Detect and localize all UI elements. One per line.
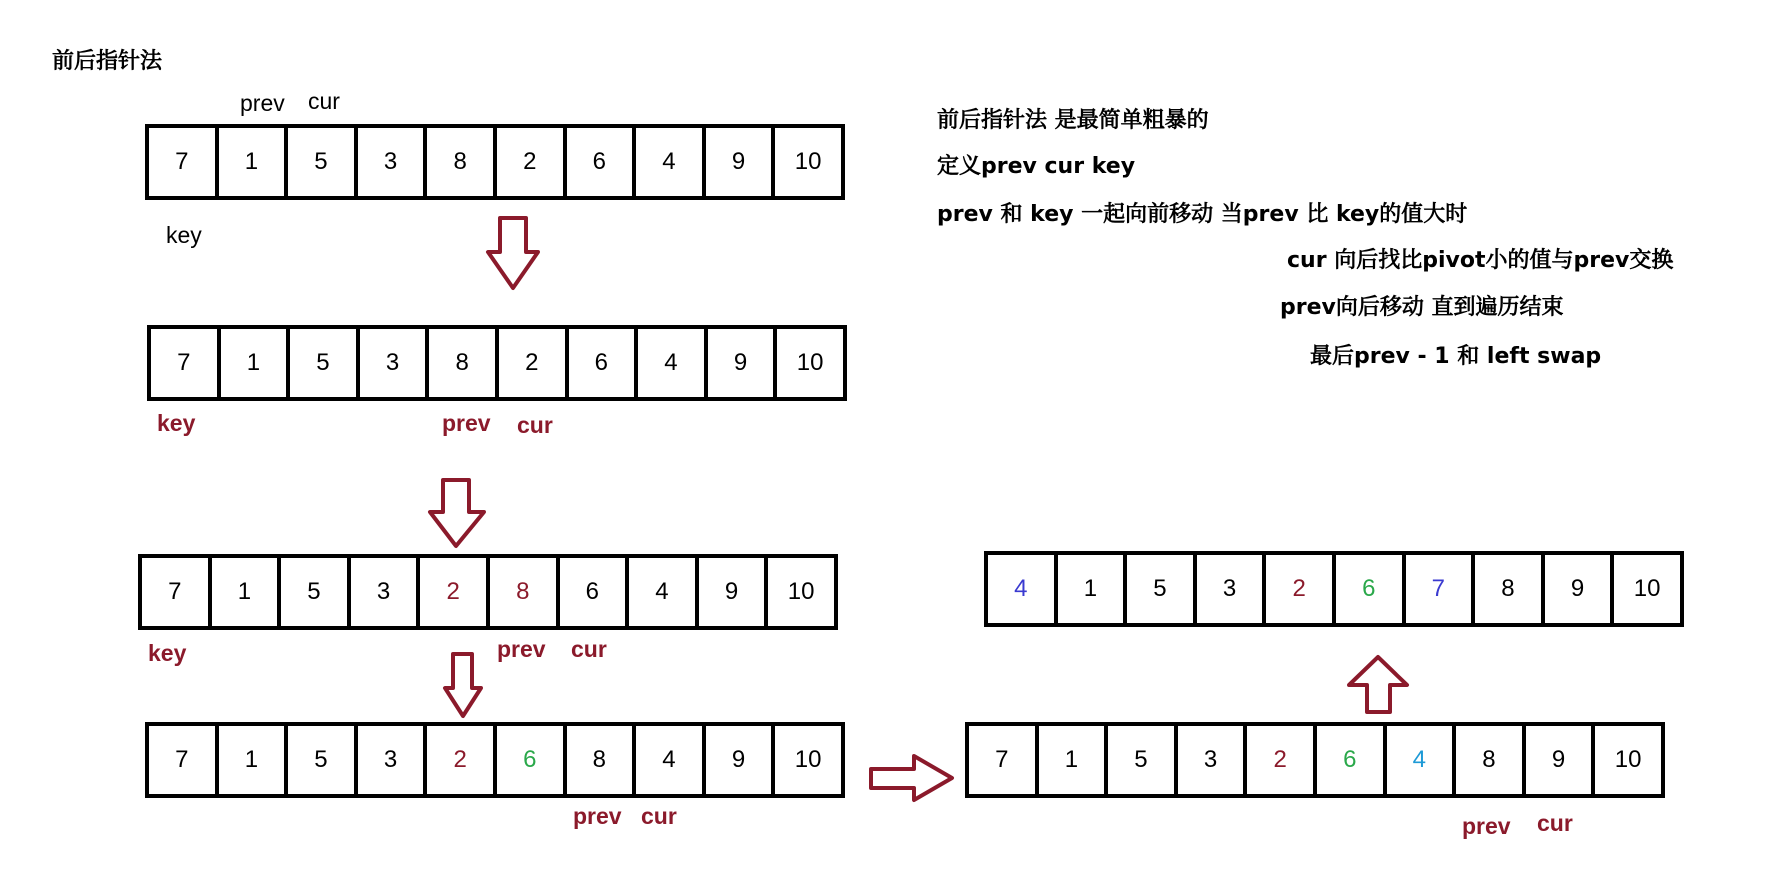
array-cell: 6 xyxy=(493,726,563,794)
array-cell: 8 xyxy=(423,128,493,196)
key-label: key xyxy=(157,410,196,436)
array-cell: 2 xyxy=(1243,726,1313,794)
array-cell: 4 xyxy=(634,329,704,397)
down-arrow-icon xyxy=(488,218,538,288)
note-line-6: 最后prev - 1 和 left swap xyxy=(1310,344,1602,369)
array-cell: 9 xyxy=(704,329,774,397)
array-cell: 6 xyxy=(1313,726,1383,794)
prev-label: prev xyxy=(240,90,285,116)
array-cell: 6 xyxy=(556,558,626,626)
array-cell: 9 xyxy=(702,128,772,196)
array-cell: 5 xyxy=(284,128,354,196)
array-cell: 8 xyxy=(1471,555,1541,623)
prev-label: prev xyxy=(442,410,491,436)
array-cell: 5 xyxy=(1104,726,1174,794)
array-cell: 9 xyxy=(1522,726,1592,794)
note-line-2: 定义prev cur key xyxy=(937,154,1136,179)
array-cell: 8 xyxy=(486,558,556,626)
array-cell: 10 xyxy=(764,558,834,626)
array-cell: 10 xyxy=(771,128,841,196)
note-line-1: 前后指针法 是最简单粗暴的 xyxy=(937,108,1209,133)
cur-label: cur xyxy=(308,88,340,114)
array-cell: 1 xyxy=(1035,726,1105,794)
array-cell: 3 xyxy=(356,329,426,397)
cur-label: cur xyxy=(1537,810,1573,836)
array-cell: 5 xyxy=(286,329,356,397)
array-cell: 2 xyxy=(423,726,493,794)
array-cell: 10 xyxy=(773,329,843,397)
array-cell: 4 xyxy=(632,128,702,196)
array-cell: 2 xyxy=(1262,555,1332,623)
array-cell: 8 xyxy=(1452,726,1522,794)
array-cell: 6 xyxy=(1332,555,1402,623)
array-cell: 2 xyxy=(416,558,486,626)
note-line-5: prev向后移动 直到遍历结束 xyxy=(1280,295,1564,320)
prev-label: prev xyxy=(497,636,546,662)
page-title: 前后指针法 xyxy=(52,49,163,74)
right-arrow-icon xyxy=(871,756,952,800)
array-cell: 1 xyxy=(215,128,285,196)
cur-label: cur xyxy=(641,803,677,829)
array-cell: 7 xyxy=(175,746,189,773)
prev-label: prev xyxy=(573,803,622,829)
array-cell: 7 xyxy=(168,578,182,605)
down-arrow-icon xyxy=(445,654,481,716)
array-cell: 10 xyxy=(771,726,841,794)
array-cell: 6 xyxy=(565,329,635,397)
key-label: key xyxy=(166,222,202,248)
array-cell: 6 xyxy=(563,128,633,196)
array-cell: 3 xyxy=(354,128,424,196)
note-line-3: prev 和 key 一起向前移动 当prev 比 key的值大时 xyxy=(937,202,1468,227)
array-cell: 3 xyxy=(354,726,424,794)
array-cell: 5 xyxy=(277,558,347,626)
array-cell: 7 xyxy=(177,349,191,376)
array-cell: 5 xyxy=(284,726,354,794)
down-arrow-icon xyxy=(430,480,484,546)
array-cell: 4 xyxy=(1014,575,1028,602)
array-cell: 3 xyxy=(1193,555,1263,623)
array-cell: 5 xyxy=(1123,555,1193,623)
array-cell: 4 xyxy=(1383,726,1453,794)
array-cell: 3 xyxy=(1174,726,1244,794)
array-cell: 8 xyxy=(425,329,495,397)
note-line-4: cur 向后找比pivot小的值与prev交换 xyxy=(1287,248,1674,273)
up-arrow-icon xyxy=(1349,657,1407,712)
array-cell: 9 xyxy=(702,726,772,794)
array-cell: 1 xyxy=(208,558,278,626)
array-cell: 8 xyxy=(563,726,633,794)
array-cell: 7 xyxy=(175,148,189,175)
array-cell: 7 xyxy=(1402,555,1472,623)
array-cell: 3 xyxy=(347,558,417,626)
array-cell: 9 xyxy=(695,558,765,626)
key-label: key xyxy=(148,640,187,666)
array-cell: 10 xyxy=(1591,726,1661,794)
array-cell: 9 xyxy=(1541,555,1611,623)
array-cell: 10 xyxy=(1610,555,1680,623)
cur-label: cur xyxy=(571,636,607,662)
array-cell: 4 xyxy=(625,558,695,626)
array-cell: 7 xyxy=(995,746,1009,773)
array-cell: 1 xyxy=(1054,555,1124,623)
array-cell: 1 xyxy=(217,329,287,397)
cur-label: cur xyxy=(517,412,553,438)
array-cell: 2 xyxy=(495,329,565,397)
array-cell: 1 xyxy=(215,726,285,794)
array-cell: 4 xyxy=(632,726,702,794)
prev-label: prev xyxy=(1462,813,1511,839)
array-cell: 2 xyxy=(493,128,563,196)
